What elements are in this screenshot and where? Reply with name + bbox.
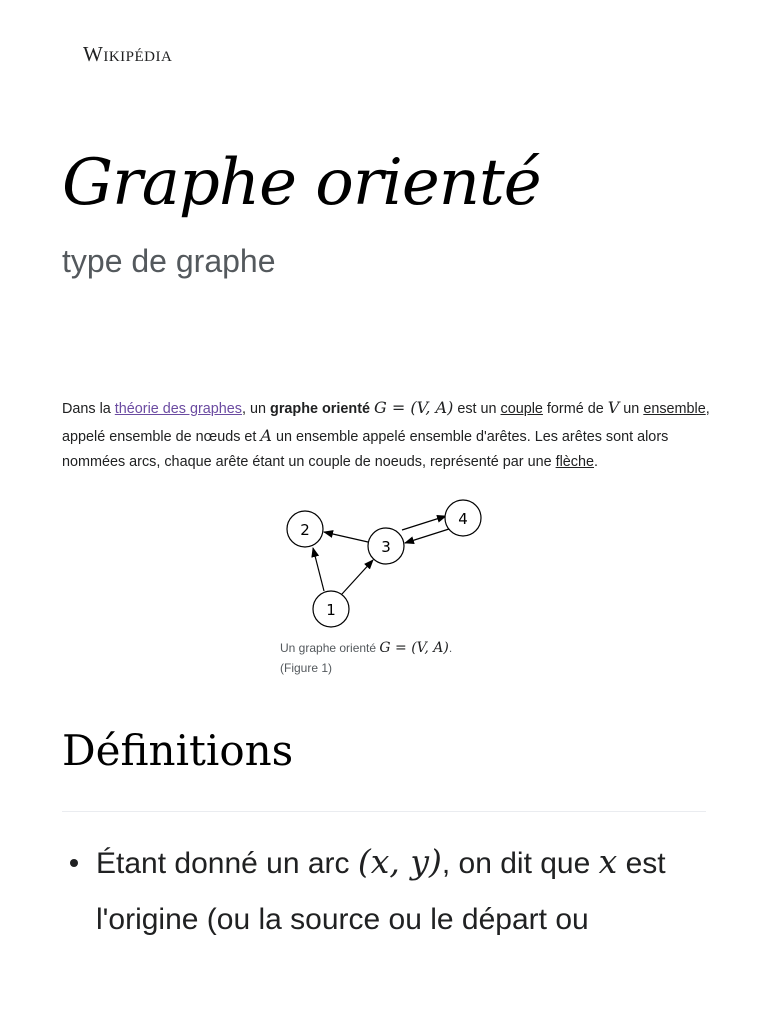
section-heading-definitions: Définitions <box>62 726 294 775</box>
section-divider <box>62 811 706 812</box>
item-text: est l'origine (ou la source ou le départ ou <box>96 847 666 936</box>
edge-4-3 <box>405 529 449 543</box>
math-x-y: (x, y) <box>357 842 442 881</box>
intro-text: un ensemble appelé ensemble d'arêtes. Les arêtes sont alors nommées arcs, chaque arête étant un couple de noeuds, représenté par une <box>62 428 669 470</box>
edge-1-2 <box>313 548 324 591</box>
graph-figure[interactable] <box>278 492 498 632</box>
node-label: 3 <box>381 538 391 556</box>
intro-text: , appelé ensemble de nœuds et <box>62 401 710 445</box>
directed-graph-diagram <box>278 492 498 632</box>
item-text: , on dit que <box>441 847 599 880</box>
link-couple[interactable]: couple <box>500 401 543 417</box>
link-fleche[interactable]: flèche <box>555 454 595 470</box>
caption-ref: (Figure 1) <box>280 661 333 675</box>
node-label: 2 <box>300 521 310 539</box>
edge-3-4 <box>402 516 446 530</box>
figure-caption <box>280 638 500 678</box>
intro-text: est un <box>453 401 501 417</box>
caption-text: Un graphe orienté <box>280 641 380 655</box>
definitions-list <box>62 834 712 948</box>
list-item <box>62 834 712 948</box>
intro-text: un <box>619 401 644 417</box>
wikipedia-logo[interactable]: Wikipédia <box>83 42 173 66</box>
link-ensemble[interactable]: ensemble <box>643 401 706 417</box>
math-V: V <box>607 398 620 417</box>
intro-text: formé de <box>542 401 608 417</box>
graph-node-1 <box>313 591 349 627</box>
math-x: x <box>598 842 618 881</box>
node-label: 1 <box>326 601 336 619</box>
edge-1-3 <box>342 560 373 594</box>
caption-end: . <box>448 641 453 655</box>
page-subtitle: type de graphe <box>62 243 276 279</box>
intro-text: , un <box>242 401 271 417</box>
graph-node-2 <box>287 511 323 547</box>
intro-paragraph <box>62 395 712 476</box>
intro-text: Dans la <box>62 401 115 417</box>
graph-node-4 <box>445 500 481 536</box>
node-label: 4 <box>458 510 468 528</box>
page-title: Graphe orienté <box>62 146 541 220</box>
math-A: A <box>260 425 272 445</box>
intro-text: . <box>594 454 599 470</box>
math-G-V-A: G = (V, A) <box>374 398 454 417</box>
link-theorie-des-graphes[interactable]: théorie des graphes <box>114 401 243 417</box>
bold-term: graphe orienté <box>270 401 370 417</box>
item-text: Étant donné un arc <box>96 847 358 880</box>
bullet <box>70 859 78 867</box>
caption-math: G = (V, A) <box>379 640 449 656</box>
graph-node-3 <box>368 528 404 564</box>
edge-3-2 <box>324 532 368 542</box>
